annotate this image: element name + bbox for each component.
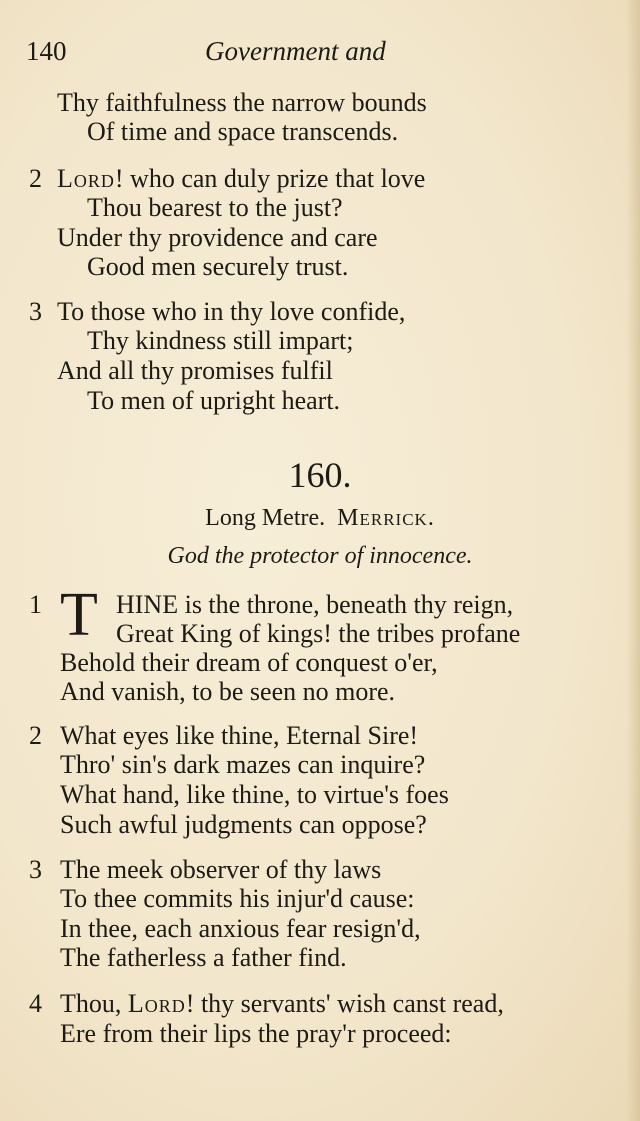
verse-line: What eyes like thine, Eternal Sire! <box>60 721 419 750</box>
verse-line: To thee commits his injur'd cause: <box>60 884 415 913</box>
verse-line: To men of upright heart. <box>87 386 341 415</box>
verse-line <box>60 989 504 1019</box>
verse-line: Thou bearest to the just? <box>87 193 343 222</box>
verse-line: What hand, like thine, to virtue's foes <box>60 780 449 809</box>
stanza-number: 4 <box>29 989 42 1018</box>
verse-line: Thy kindness still impart; <box>87 326 354 355</box>
stanza-number: 1 <box>29 590 42 619</box>
verse-line: Of time and space transcends. <box>87 117 399 146</box>
verse-line: The meek observer of thy laws <box>60 855 382 884</box>
stanza-number: 3 <box>29 855 42 884</box>
stanza-number: 2 <box>29 721 42 750</box>
page-number: 140 <box>26 36 67 66</box>
verse-line: Thy faithfulness the narrow bounds <box>57 88 427 117</box>
verse-line: Behold their dream of conquest o'er, <box>60 648 438 677</box>
verse-text: ! who can duly prize that love <box>114 164 426 193</box>
verse-line <box>57 164 425 194</box>
verse-line: The fatherless a father find. <box>60 943 347 972</box>
verse-text: ! thy servants' wish canst read, <box>185 989 504 1018</box>
page-header <box>0 36 640 70</box>
stanza-number: 2 <box>29 164 42 193</box>
lord-small-caps: Lord <box>57 164 115 193</box>
verse-line: In thee, each anxious fear resign'd, <box>60 914 421 943</box>
lord-small-caps: Lord <box>127 989 186 1018</box>
meter-label: Long Metre. <box>205 505 326 531</box>
verse-line: Ere from their lips the pray'r proceed: <box>60 1019 452 1048</box>
author-name: Merrick. <box>337 505 435 531</box>
stanza-number: 3 <box>29 297 42 326</box>
verse-text: Thou, <box>60 989 128 1018</box>
verse-line: And vanish, to be seen no more. <box>60 677 396 706</box>
hymn-subtitle: God the protector of innocence. <box>167 543 473 569</box>
verse-line: Under thy providence and care <box>57 223 378 252</box>
meter-line <box>0 505 640 532</box>
verse-line: Such awful judgments can oppose? <box>60 810 427 839</box>
verse-line: To those who in thy love confide, <box>57 297 406 326</box>
verse-line: Thro' sin's dark mazes can inquire? <box>60 750 426 779</box>
verse-line: Good men securely trust. <box>87 252 349 281</box>
verse-line: Great King of kings! the tribes profane <box>116 619 521 648</box>
drop-cap: T <box>60 581 98 649</box>
verse-line: And all thy promises fulfil <box>57 356 333 385</box>
verse-line: HINE is the throne, beneath thy reign, <box>116 590 514 619</box>
hymn-number: 160. <box>288 455 352 495</box>
running-title: Government and <box>205 36 386 66</box>
